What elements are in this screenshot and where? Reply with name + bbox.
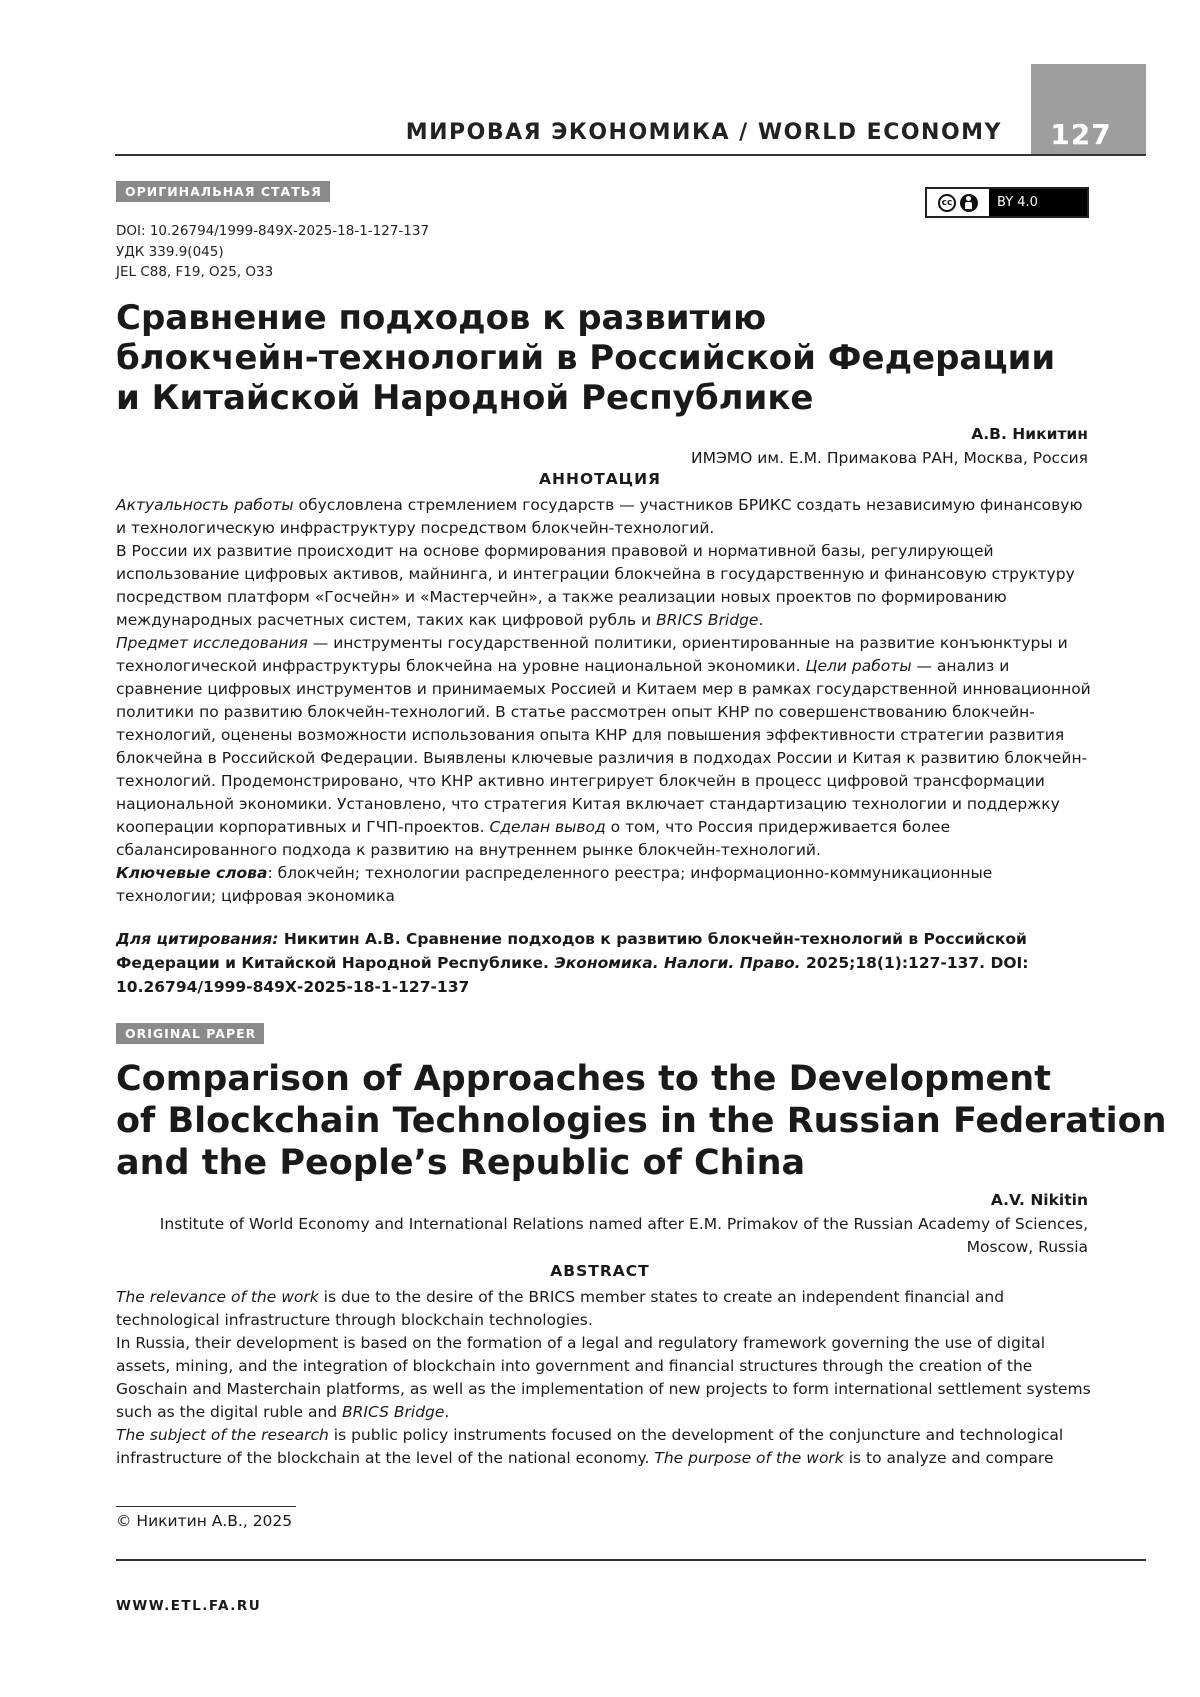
- page-number: 127: [1050, 118, 1112, 151]
- ru-abstract-paragraph: В России их развитие происходит на основе формирования правовой и нормативной базы, регулирующей использование цифровых активов, майнинга, и интеграции блокчейна в государственную и финансовую структуру посредством платформ «Госчейн» и «Мастерчейн», а также реализации новых проектов по формированию международных расчетных систем, таких как цифровой рубль и BRICS Bridge.: [116, 542, 1075, 629]
- jel-codes: JEL C88, F19, O25, O33: [116, 264, 274, 280]
- ru-title-line: блокчейн-технологий в Российской Федерации: [116, 338, 1056, 378]
- ru-title-line: и Китайской Народной Республике: [116, 378, 814, 418]
- udk: УДК 339.9(045): [116, 244, 224, 260]
- original-article-label: [116, 181, 330, 202]
- en-affiliation: Institute of World Economy and International Relations named after E.M. Primakov of the Russian Academy of Sciences, Moscow, Russia: [159, 1215, 1088, 1256]
- section-header: МИРОВАЯ ЭКОНОМИКА / WORLD ECONOMY: [405, 120, 1002, 145]
- ru-title: [116, 298, 1055, 418]
- en-title-line: of Blockchain Technologies in the Russian Federation: [116, 1101, 1167, 1141]
- ru-author: А.В. Никитин: [971, 425, 1088, 443]
- en-abstract-heading: ABSTRACT: [550, 1262, 650, 1280]
- cc-logo: [927, 189, 989, 216]
- en-abstract-paragraph: In Russia, their development is based on the formation of a legal and regulatory framework governing the use of digital assets, mining, and the integration of blockchain into government and financial structures through the creation of the Goschain and Masterchain platforms, as well as the implementation of new projects to form international settlement systems such as the digital ruble and BRICS Bridge.: [116, 1334, 1091, 1421]
- doi: DOI: 10.26794/1999-849Х-2025-18-1-127-137: [116, 223, 430, 239]
- journal-url[interactable]: WWW.ETL.FA.RU: [116, 1598, 262, 1614]
- en-abstract-paragraph: The subject of the research is public policy instruments focused on the development of the conjuncture and technological infrastructure of the blockchain at the level of the national economy. The purpose of the work is to analyze and compare: [116, 1426, 1064, 1467]
- ru-abstract-paragraph: Актуальность работы обусловлена стремлением государств — участников БРИКС создать независимую финансовую и технологическую инфраструктуру посредством блокчейн-технологий.: [116, 496, 1083, 537]
- cc-license-badge[interactable]: [925, 187, 1089, 218]
- en-abstract-paragraph: The relevance of the work is due to the desire of the BRICS member states to create an independent financial and technological infrastructure through blockchain technologies.: [116, 1288, 1005, 1329]
- en-abstract: [116, 1286, 1091, 1470]
- en-author: A.V. Nikitin: [990, 1191, 1088, 1209]
- en-title-line: and the People’s Republic of China: [116, 1143, 806, 1183]
- header-rule: [115, 154, 1146, 156]
- ru-affiliation: ИМЭМО им. Е.М. Примакова РАН, Москва, Россия: [691, 449, 1088, 467]
- ru-abstract-paragraph: Предмет исследования — инструменты государственной политики, ориентированные на развитие конъюнктуры и технологической инфраструктуры блокчейна на уровне национальной экономики. Цели работы — анализ и сравнение цифровых инструментов и принимаемых Россией и Китаем мер в рамках государственной инновационной политики по развитию блокчейн-технологий. В статье рассмотрен опыт КНР по совершенствованию блокчейн-технологий, оценены возможности использования опыта КНР для повышения эффективности стратегии развития блокчейна в Российской Федерации. Выявлены ключевые различия в подходах России и Китая к развитию блокчейн-технологий. Продемонстрировано, что КНР активно интегрирует блокчейн в процесс цифровой трансформации национальной экономики. Установлено, что стратегия Китая включает стандартизацию технологии и поддержку кооперации корпоративных и ГЧП-проектов. Сделан вывод о том, что Россия придерживается более сбалансированного подхода к развитию на внутреннем рынке блокчейн-технологий.: [116, 634, 1091, 859]
- ru-abstract-heading: АННОТАЦИЯ: [539, 470, 661, 488]
- ru-abstract: [116, 494, 1091, 908]
- ru-title-line: Сравнение подходов к развитию: [116, 298, 767, 338]
- en-title-line: Comparison of Approaches to the Development: [116, 1059, 1051, 1099]
- ru-keywords: Ключевые слова: блокчейн; технологии распределенного реестра; информационно-коммуникационные технологии; цифровая экономика: [116, 864, 993, 905]
- copyright: © Никитин А.В., 2025: [116, 1512, 293, 1530]
- footer-rule: [116, 1559, 1146, 1561]
- cc-icon: cc: [938, 194, 956, 212]
- en-title: [116, 1058, 1167, 1184]
- original-article-label-text: ОРИГИНАЛЬНАЯ СТАТЬЯ: [116, 181, 330, 202]
- cc-license-text: BY 4.0: [997, 195, 1038, 210]
- citation: Для цитирования: Никитин А.В. Сравнение подходов к развитию блокчейн-технологий в Российской Федерации и Китайской Народной Республике. Экономика. Налоги. Право. 2025;18(1):127-137. DOI: 10.26794/1999-849Х-2025-18-1-127-137: [116, 930, 1029, 996]
- original-paper-label: [116, 1023, 264, 1044]
- copyright-rule: [116, 1506, 296, 1507]
- by-attribution-icon: [960, 194, 978, 212]
- original-paper-label-text: ORIGINAL PAPER: [116, 1023, 264, 1044]
